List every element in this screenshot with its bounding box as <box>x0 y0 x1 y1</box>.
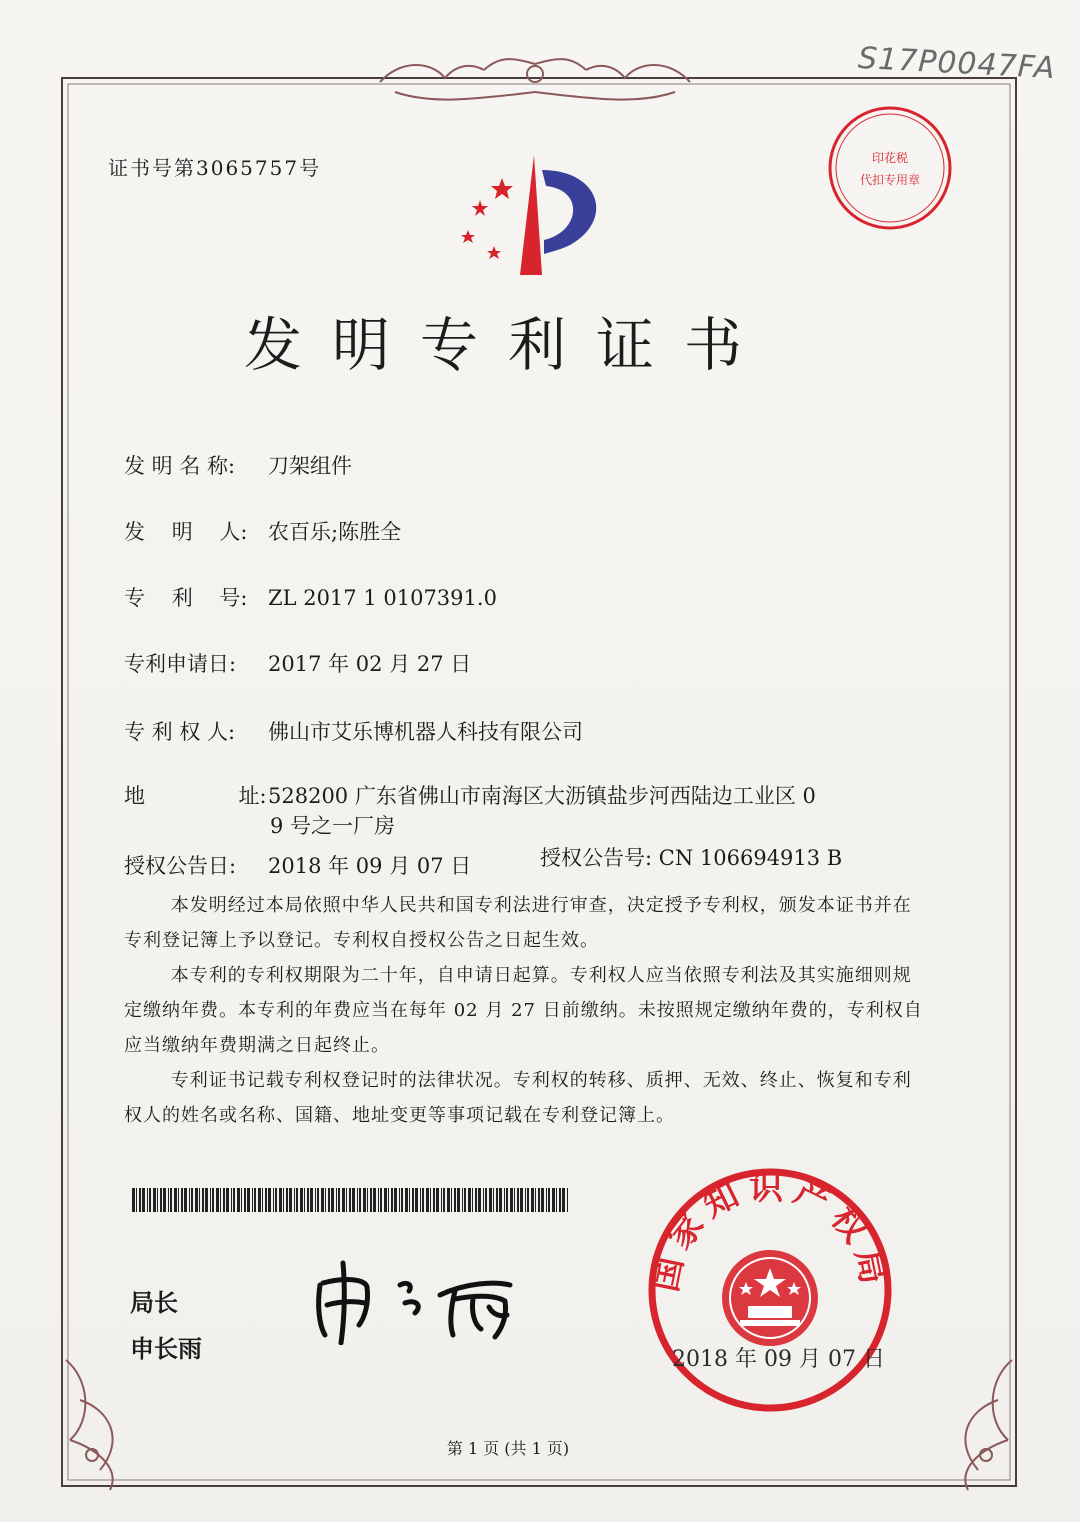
barcode-bar <box>546 1188 547 1212</box>
barcode-bar <box>307 1188 309 1212</box>
barcode-bar <box>401 1188 403 1212</box>
barcode-bar <box>220 1188 221 1212</box>
barcode-bar <box>510 1188 513 1212</box>
bottom-right-ornament-icon <box>965 1360 1012 1490</box>
barcode-bar <box>468 1188 471 1212</box>
certificate-number: 证书号第3065757号 <box>108 156 322 180</box>
barcode-bar <box>247 1188 250 1212</box>
barcode-bar <box>181 1188 183 1212</box>
barcode-bar <box>514 1188 515 1212</box>
patentee-value: 佛山市艾乐博机器人科技有限公司 <box>268 720 583 744</box>
barcode-bar <box>472 1188 473 1212</box>
barcode-bar <box>363 1188 366 1212</box>
barcode-bar <box>415 1188 418 1212</box>
barcode-bar <box>210 1188 211 1212</box>
national-ip-seal-icon <box>640 1160 900 1420</box>
inventor-field <box>124 516 401 546</box>
barcode-bar <box>283 1188 284 1212</box>
grant-date-label: 授权公告日: <box>124 854 237 878</box>
address-value-line2: 9 号之一厂房 <box>270 814 396 838</box>
barcode-bar <box>475 1188 477 1212</box>
barcode-bar <box>338 1188 340 1212</box>
grant-date-value: 2018 年 09 月 07 日 <box>268 854 472 878</box>
barcode-bar <box>241 1188 242 1212</box>
barcode-bar <box>321 1188 324 1212</box>
barcode-bar <box>160 1188 162 1212</box>
barcode-bar <box>342 1188 345 1212</box>
barcode-bar <box>499 1188 502 1212</box>
patent-number-label: 专 利 号: <box>124 586 248 610</box>
barcode-bar <box>525 1188 526 1212</box>
barcode-bar <box>409 1188 410 1212</box>
patent-number-value: ZL 2017 1 0107391.0 <box>268 586 497 610</box>
barcode-bar <box>244 1188 246 1212</box>
barcode-bar <box>258 1188 261 1212</box>
barcode-bar <box>265 1188 267 1212</box>
address-field <box>124 780 816 810</box>
barcode-bar <box>273 1188 274 1212</box>
barcode-bar <box>430 1188 431 1212</box>
barcode-bar <box>223 1188 225 1212</box>
barcode-bar <box>559 1188 561 1212</box>
application-date-label: 专利申请日: <box>124 652 237 676</box>
barcode-bar <box>441 1188 442 1212</box>
barcode-bar <box>157 1188 158 1212</box>
body-paragraph-3: 专利证书记载专利权登记时的法律状况。专利权的转移、质押、无效、终止、恢复和专利权人的姓名或名称、国籍、地址变更等事项记载在专利登记簿上。 <box>124 1070 912 1126</box>
barcode-bar <box>370 1188 372 1212</box>
invention-name-field <box>124 450 352 480</box>
barcode-bar <box>388 1188 389 1212</box>
director-signature <box>305 1255 555 1345</box>
barcode-bar <box>378 1188 379 1212</box>
inventor-label: 发 明 人: <box>124 520 248 544</box>
barcode-bar <box>233 1188 235 1212</box>
national-emblem-icon <box>722 1250 818 1346</box>
barcode-bar <box>399 1188 400 1212</box>
barcode-bar <box>279 1188 282 1212</box>
barcode-bar <box>359 1188 361 1212</box>
barcode-bar <box>315 1188 316 1212</box>
grant-date-field <box>124 850 471 880</box>
page-title: 发明专利证书 <box>243 311 772 379</box>
barcode-bar <box>520 1188 523 1212</box>
barcode-bar <box>562 1188 565 1212</box>
barcode-bar <box>352 1188 355 1212</box>
address-label: 地 址: <box>124 784 267 808</box>
director-title: 局长 <box>130 1289 178 1317</box>
barcode-bar <box>184 1188 187 1212</box>
certificate-body <box>124 888 924 1133</box>
barcode-bar <box>349 1188 351 1212</box>
barcode-bar <box>483 1188 484 1212</box>
barcode-bar <box>346 1188 347 1212</box>
barcode-bar <box>300 1188 303 1212</box>
barcode-bar <box>252 1188 253 1212</box>
barcode-bar <box>548 1188 550 1212</box>
barcode-bar <box>254 1188 256 1212</box>
barcode-bar <box>380 1188 382 1212</box>
barcode-bar <box>289 1188 292 1212</box>
barcode-bar <box>216 1188 219 1212</box>
patentee-field <box>124 716 583 746</box>
barcode-bar <box>541 1188 544 1212</box>
barcode-bar <box>451 1188 452 1212</box>
page-number: 第 1 页 (共 1 页) <box>446 1439 570 1458</box>
barcode-bar <box>464 1188 466 1212</box>
barcode-bar <box>168 1188 169 1212</box>
barcode-bar <box>373 1188 376 1212</box>
barcode-bar <box>462 1188 463 1212</box>
barcode-bar <box>262 1188 263 1212</box>
barcode-bar <box>149 1188 151 1212</box>
barcode-bar <box>136 1188 137 1212</box>
barcode-bar <box>231 1188 232 1212</box>
barcode-bar <box>202 1188 204 1212</box>
barcode-bar <box>567 1188 568 1212</box>
svg-text:代扣专用章: 代扣专用章 <box>859 173 921 187</box>
barcode-bar <box>422 1188 424 1212</box>
barcode-bar <box>457 1188 460 1212</box>
barcode-bar <box>205 1188 208 1212</box>
barcode-bar <box>174 1188 177 1212</box>
barcode-bar <box>147 1188 148 1212</box>
barcode-bar <box>443 1188 445 1212</box>
barcode-bar <box>328 1188 330 1212</box>
barcode-bar <box>357 1188 358 1212</box>
barcode-bar <box>556 1188 557 1212</box>
barcode-bar <box>153 1188 156 1212</box>
barcode-bar <box>212 1188 214 1212</box>
barcode-bar <box>535 1188 536 1212</box>
barcode-bar <box>531 1188 534 1212</box>
barcode-bar <box>478 1188 481 1212</box>
body-paragraph-2: 本专利的专利权期限为二十年，自申请日起算。专利权人应当依照专利法及其实施细则规定缴纳年费。本专利的年费应当在每年 02 月 27 日前缴纳。未按照规定缴纳年费的，专利权自应当缴纳年费期满之日起终止。 <box>124 965 923 1056</box>
barcode-bar <box>178 1188 179 1212</box>
barcode-bar <box>552 1188 555 1212</box>
barcode-bar <box>517 1188 519 1212</box>
barcode-bar <box>199 1188 200 1212</box>
barcode-bar <box>367 1188 368 1212</box>
barcode-bar <box>504 1188 505 1212</box>
barcode-bar <box>310 1188 313 1212</box>
barcode-bar <box>538 1188 540 1212</box>
barcode-bar <box>237 1188 240 1212</box>
barcode-bar <box>191 1188 193 1212</box>
barcode-bar <box>189 1188 190 1212</box>
barcode-bar <box>304 1188 305 1212</box>
barcode-bar <box>325 1188 326 1212</box>
bottom-left-ornament-icon <box>66 1360 113 1490</box>
barcode-bar <box>294 1188 295 1212</box>
invention-name-value: 刀架组件 <box>268 454 352 478</box>
barcode-bar <box>336 1188 337 1212</box>
patent-office-emblem-icon <box>450 150 620 280</box>
barcode-bar <box>493 1188 494 1212</box>
inventor-value: 农百乐;陈胜全 <box>268 520 402 544</box>
barcode-bar <box>496 1188 498 1212</box>
barcode-bar <box>405 1188 408 1212</box>
top-ornament-icon <box>380 59 690 99</box>
barcode-bar <box>139 1188 141 1212</box>
barcode-bar <box>447 1188 450 1212</box>
invention-name-label: 发 明 名 称: <box>124 454 236 478</box>
seal-date: 2018 年 09 月 07 日 <box>672 1347 885 1372</box>
handwritten-code: S17P0047FA <box>857 40 1057 87</box>
barcode-bar <box>195 1188 198 1212</box>
barcode-bar <box>433 1188 435 1212</box>
grant-number-label: 授权公告号: <box>540 846 653 870</box>
barcode-bar <box>485 1188 487 1212</box>
patent-number-field <box>124 582 497 612</box>
grant-number-value: CN 106694913 B <box>658 846 843 870</box>
barcode-bar <box>420 1188 421 1212</box>
barcode-bar <box>268 1188 271 1212</box>
svg-text:国家知识产权局: 国家知识产权局 <box>645 1167 895 1296</box>
director-block <box>130 1280 202 1372</box>
barcode-bar <box>275 1188 277 1212</box>
patentee-label: 专 利 权 人: <box>124 720 236 744</box>
barcode-bar <box>286 1188 288 1212</box>
barcode-bar <box>412 1188 414 1212</box>
address-value-line1: 528200 广东省佛山市南海区大沥镇盐步河西陆边工业区 0 <box>268 784 816 808</box>
body-paragraph-1: 本发明经过本局依照中华人民共和国专利法进行审查，决定授予专利权，颁发本证书并在专利登记簿上予以登记。专利权自授权公告之日起生效。 <box>124 895 912 951</box>
barcode-bar <box>226 1188 229 1212</box>
barcode-bar <box>426 1188 429 1212</box>
barcode-bar <box>317 1188 319 1212</box>
barcode-bar <box>436 1188 439 1212</box>
tax-seal-icon <box>828 92 958 242</box>
grant-number-field <box>540 842 842 872</box>
barcode-bar <box>142 1188 145 1212</box>
barcode-bar <box>489 1188 492 1212</box>
application-date-field <box>124 648 471 678</box>
barcode-bar <box>506 1188 508 1212</box>
barcode-bar <box>163 1188 166 1212</box>
barcode-bar <box>391 1188 393 1212</box>
barcode-bar <box>527 1188 529 1212</box>
barcode-bar <box>384 1188 387 1212</box>
barcode-bar <box>454 1188 456 1212</box>
barcode-bar <box>394 1188 397 1212</box>
barcode-bar <box>296 1188 298 1212</box>
barcode <box>132 1188 572 1212</box>
application-date-value: 2017 年 02 月 27 日 <box>268 652 472 676</box>
svg-text:印花税: 印花税 <box>871 151 909 165</box>
barcode-bar <box>170 1188 172 1212</box>
director-name: 申长雨 <box>130 1335 202 1363</box>
barcode-bar <box>132 1188 135 1212</box>
barcode-bar <box>331 1188 334 1212</box>
